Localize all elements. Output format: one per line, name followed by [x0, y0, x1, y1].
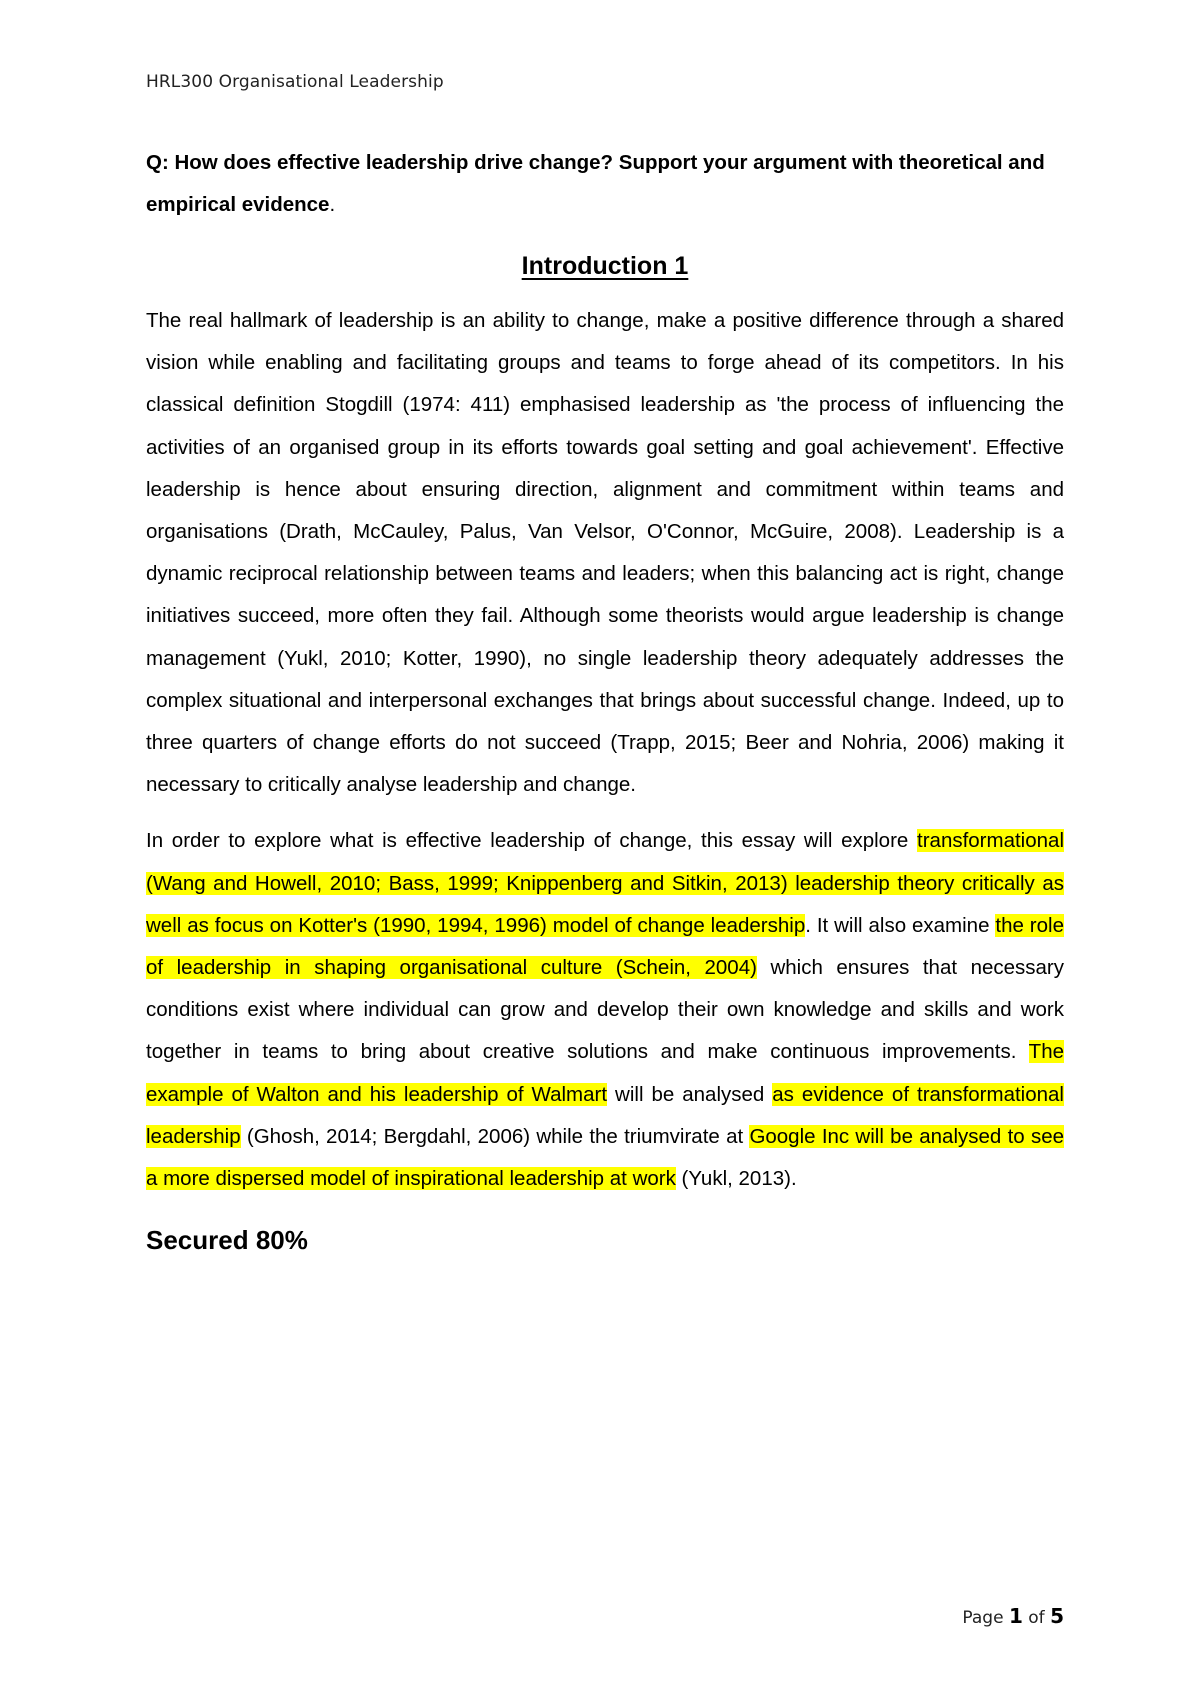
page-header: HRL300 Organisational Leadership: [146, 72, 444, 92]
question-period: .: [329, 193, 336, 216]
paragraph-2-text: (Yukl, 2013).: [675, 1167, 797, 1191]
paragraph-2-text: (Ghosh, 2014; Bergdahl, 2006) while the triumvirate at: [240, 1124, 750, 1148]
highlighted-text: the role of leadership in shaping organisational culture (Schein, 2004): [146, 913, 1064, 980]
of-label: of: [1028, 1608, 1045, 1628]
paragraph-1: The real hallmark of leadership is an ability to change, make a positive difference through a shared vision while enabling and facilitating groups and teams to forge ahead of its competitors. In his classical definition Stogdill (1974: 411) emphasised leadership as 'the process of influencing the activities of an organised group in its efforts towards goal setting and goal achievement'. Effective leadership is hence about ensuring direction, alignment and commitment within teams and organisations (Drath, McCauley, Palus, Van Velsor, O'Connor, McGuire, 2008). Leadership is a dynamic reciprocal relationship between teams and leaders; when this balancing act is right, change initiatives succeed, more often they fail. Although some theorists would argue leadership is change management (Yukl, 2010; Kotter, 1990), no single leadership theory adequately addresses the complex situational and interpersonal exchanges that brings about successful change. Indeed, up to three quarters of change efforts do not succeed (Trapp, 2015; Beer and Nohria, 2006) making it necessary to critically analyse leadership and change.: [146, 309, 1064, 797]
question-text: Q: How does effective leadership drive change? Support your argument with theoretical and empirical evidence: [146, 151, 1045, 216]
highlighted-text: transformational (Wang and Howell, 2010; Bass, 1999; Knippenberg and Sitkin, 2013) leadership theory critically as well as focus on Kotter's (1990, 1994, 1996) model of change leadership: [146, 829, 1064, 937]
paragraph-2: [146, 820, 1064, 1200]
page-label: Page: [962, 1608, 1004, 1628]
page-number: 1: [1008, 1604, 1023, 1628]
paragraph-2-text: In order to explore what is effective leadership of change, this essay will explore: [146, 829, 918, 853]
highlighted-text: Google Inc will be analysed to see a more dispersed model of inspirational leadership at work: [146, 1124, 1064, 1191]
total-pages: 5: [1050, 1604, 1064, 1628]
document-body: [146, 142, 1064, 1260]
essay-question: [146, 142, 1064, 226]
secured-grade: Secured 80%: [146, 1225, 308, 1256]
section-heading-introduction: Introduction 1: [521, 252, 689, 280]
paragraph-2-text: . It will also examine: [805, 913, 996, 937]
highlighted-text: The example of Walton and his leadership of Walmart: [146, 1040, 1064, 1106]
highlighted-text: as evidence of transformational leadership: [146, 1082, 1064, 1148]
paragraph-2-text: will be analysed: [607, 1082, 773, 1106]
paragraph-2-text: which ensures that necessary conditions exist where individual can grow and develop their own knowledge and skills and work together in teams to bring about creative solutions and make continuous improvements.: [146, 956, 1064, 1064]
page-footer: [962, 1604, 1064, 1628]
